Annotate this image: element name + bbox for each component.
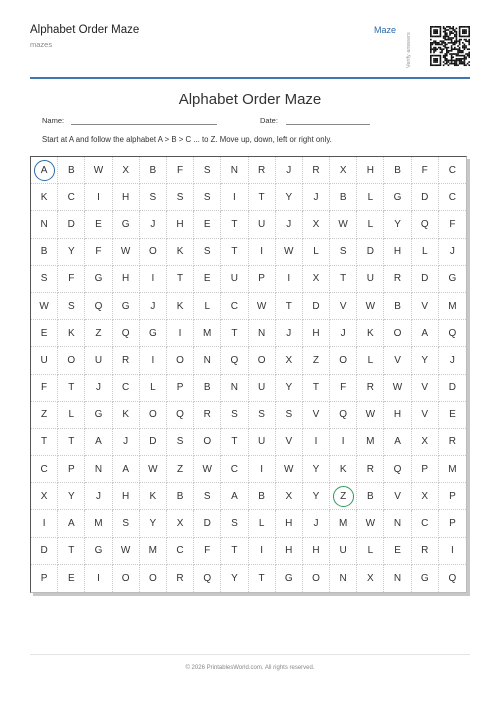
maze-cell[interactable]: W	[384, 375, 411, 402]
maze-cell[interactable]: Z	[303, 347, 330, 374]
maze-cell[interactable]: D	[439, 375, 466, 402]
maze-cell[interactable]: B	[140, 157, 167, 184]
maze-cell[interactable]: P	[249, 266, 276, 293]
maze-cell[interactable]: S	[167, 429, 194, 456]
maze-cell[interactable]: U	[31, 347, 58, 374]
maze-cell[interactable]: J	[140, 293, 167, 320]
maze-cell[interactable]: H	[113, 184, 140, 211]
maze-cell[interactable]: W	[194, 456, 221, 483]
maze-cell[interactable]: D	[58, 211, 85, 238]
maze-cell[interactable]: G	[113, 211, 140, 238]
maze-cell[interactable]: X	[412, 483, 439, 510]
maze-cell[interactable]: L	[194, 293, 221, 320]
maze-cell[interactable]: B	[194, 375, 221, 402]
maze-cell[interactable]: Y	[58, 483, 85, 510]
maze-cell[interactable]: V	[412, 375, 439, 402]
maze-cell[interactable]: T	[221, 211, 248, 238]
maze-cell[interactable]: M	[357, 429, 384, 456]
footer-divider	[30, 654, 470, 655]
maze-cell[interactable]: O	[58, 347, 85, 374]
maze-cell[interactable]: D	[194, 510, 221, 537]
maze-cell[interactable]: E	[384, 538, 411, 565]
maze-cell[interactable]: G	[85, 402, 112, 429]
maze-cell[interactable]: B	[330, 184, 357, 211]
maze-cell[interactable]: J	[439, 347, 466, 374]
maze-cell[interactable]: M	[140, 538, 167, 565]
maze-cell[interactable]: U	[221, 266, 248, 293]
maze-cell[interactable]: S	[140, 184, 167, 211]
worksheet-title: Alphabet Order Maze	[178, 91, 322, 108]
maze-cell[interactable]: X	[330, 157, 357, 184]
maze-cell[interactable]: J	[330, 320, 357, 347]
maze-cell[interactable]: G	[276, 565, 303, 592]
maze-cell[interactable]: R	[113, 347, 140, 374]
maze-cell[interactable]: S	[276, 402, 303, 429]
category-link[interactable]: Maze	[373, 25, 396, 35]
maze-cell[interactable]: F	[330, 375, 357, 402]
maze-cell[interactable]: I	[330, 429, 357, 456]
maze-cell[interactable]: H	[276, 538, 303, 565]
header-divider	[30, 77, 470, 79]
maze-cell[interactable]: K	[58, 320, 85, 347]
maze-cell[interactable]: S	[31, 266, 58, 293]
maze-cell[interactable]: I	[249, 456, 276, 483]
maze-cell[interactable]: I	[303, 429, 330, 456]
maze-cell[interactable]: X	[113, 157, 140, 184]
maze-cell[interactable]: N	[221, 157, 248, 184]
maze-cell[interactable]: O	[140, 239, 167, 266]
maze-cell[interactable]: H	[276, 510, 303, 537]
maze-cell[interactable]: Y	[303, 456, 330, 483]
maze-cell[interactable]: Q	[330, 402, 357, 429]
maze-cell[interactable]: I	[249, 239, 276, 266]
maze-cell[interactable]: W	[357, 402, 384, 429]
maze-cell[interactable]: K	[167, 293, 194, 320]
maze-cell[interactable]: S	[194, 157, 221, 184]
maze-cell[interactable]: Y	[303, 483, 330, 510]
maze-cell[interactable]: P	[167, 375, 194, 402]
maze-cell[interactable]: O	[249, 347, 276, 374]
maze-cell[interactable]: I	[249, 538, 276, 565]
maze-cell[interactable]: F	[58, 266, 85, 293]
name-field[interactable]	[71, 124, 217, 125]
maze-cell[interactable]: F	[439, 211, 466, 238]
maze-cell[interactable]: O	[384, 320, 411, 347]
maze-cell[interactable]: J	[276, 211, 303, 238]
maze-cell[interactable]: D	[357, 239, 384, 266]
footer-copyright: © 2026 PrintablesWorld.com. All rights reserved.	[185, 665, 315, 671]
maze-cell[interactable]: C	[412, 510, 439, 537]
maze-cell[interactable]: M	[85, 510, 112, 537]
maze-cell[interactable]: U	[249, 211, 276, 238]
maze-cell[interactable]: T	[167, 266, 194, 293]
maze-cell[interactable]: X	[303, 211, 330, 238]
maze-cell[interactable]: T	[276, 293, 303, 320]
maze-cell[interactable]: L	[357, 347, 384, 374]
maze-cell[interactable]: K	[167, 239, 194, 266]
maze-cell[interactable]: D	[412, 266, 439, 293]
maze-cell[interactable]: J	[276, 320, 303, 347]
maze-cell[interactable]: E	[439, 402, 466, 429]
instructions: Start at A and follow the alphabet A > B > C ... to Z. Move up, down, left or right only.	[42, 135, 332, 144]
maze-cell[interactable]: U	[330, 538, 357, 565]
maze-cell[interactable]: D	[31, 538, 58, 565]
maze-cell[interactable]: X	[167, 510, 194, 537]
maze-cell[interactable]: R	[439, 429, 466, 456]
maze-cell[interactable]: L	[249, 510, 276, 537]
maze-cell[interactable]: X	[276, 347, 303, 374]
maze-cell[interactable]: R	[249, 157, 276, 184]
maze-cell[interactable]: E	[58, 565, 85, 592]
maze-cell[interactable]: D	[140, 429, 167, 456]
maze-cell[interactable]: I	[85, 184, 112, 211]
maze-cell[interactable]: H	[113, 483, 140, 510]
maze-cell[interactable]: C	[439, 184, 466, 211]
maze-cell[interactable]: L	[357, 211, 384, 238]
maze-cell[interactable]: H	[357, 157, 384, 184]
maze-cell[interactable]: Y	[412, 347, 439, 374]
maze-cell[interactable]: C	[221, 293, 248, 320]
maze-cell[interactable]: H	[167, 211, 194, 238]
maze-cell[interactable]: P	[58, 456, 85, 483]
maze-cell[interactable]: N	[384, 510, 411, 537]
verify-answers-label: Verify answers	[406, 32, 412, 68]
maze-cell[interactable]: G	[412, 565, 439, 592]
maze-cell[interactable]: G	[85, 538, 112, 565]
maze-cell[interactable]: S	[194, 184, 221, 211]
maze-cell[interactable]: O	[140, 565, 167, 592]
maze-cell[interactable]: N	[194, 347, 221, 374]
maze-cell[interactable]: J	[303, 184, 330, 211]
maze-cell[interactable]: S	[194, 239, 221, 266]
maze-cell[interactable]: E	[194, 266, 221, 293]
maze-cell[interactable]: H	[303, 538, 330, 565]
maze-cell[interactable]: I	[167, 320, 194, 347]
maze-cell[interactable]: R	[412, 538, 439, 565]
maze-cell[interactable]: A	[384, 429, 411, 456]
maze-cell[interactable]: H	[113, 266, 140, 293]
maze-cell[interactable]: W	[85, 157, 112, 184]
maze-cell[interactable]: W	[113, 538, 140, 565]
maze-cell[interactable]: O	[330, 347, 357, 374]
maze-cell[interactable]: J	[439, 239, 466, 266]
maze-cell[interactable]: S	[249, 402, 276, 429]
date-label: Date:	[260, 116, 278, 125]
maze-cell[interactable]: V	[412, 402, 439, 429]
maze-cell[interactable]: I	[140, 347, 167, 374]
maze-cell[interactable]: B	[357, 483, 384, 510]
maze-cell[interactable]: U	[357, 266, 384, 293]
maze-cell[interactable]: N	[31, 211, 58, 238]
maze-cell[interactable]: Y	[276, 184, 303, 211]
maze-cell[interactable]: I	[276, 266, 303, 293]
maze-cell[interactable]: B	[58, 157, 85, 184]
qr-code-icon[interactable]	[430, 18, 470, 74]
maze-cell[interactable]: R	[167, 565, 194, 592]
maze-cell[interactable]: W	[249, 293, 276, 320]
maze-cell[interactable]: P	[439, 510, 466, 537]
maze-cell[interactable]: M	[439, 456, 466, 483]
maze-cell[interactable]: J	[85, 375, 112, 402]
maze-cell[interactable]: J	[113, 429, 140, 456]
maze-cell[interactable]: V	[384, 347, 411, 374]
maze-cell[interactable]: C	[439, 157, 466, 184]
maze-cell[interactable]: H	[384, 239, 411, 266]
maze-cell[interactable]: E	[85, 211, 112, 238]
maze-cell[interactable]: G	[113, 293, 140, 320]
maze-cell[interactable]: G	[439, 266, 466, 293]
maze-cell[interactable]: B	[384, 293, 411, 320]
maze-cell[interactable]: P	[412, 456, 439, 483]
maze-cell[interactable]: X	[276, 483, 303, 510]
maze-cell[interactable]: L	[357, 538, 384, 565]
maze-cell[interactable]: Y	[140, 510, 167, 537]
maze-cell[interactable]: L	[357, 184, 384, 211]
maze-cell[interactable]: Q	[448, 572, 457, 584]
maze-cell[interactable]: B	[167, 483, 194, 510]
maze-cell[interactable]: Y	[58, 239, 85, 266]
maze-cell[interactable]: Y	[384, 211, 411, 238]
maze-cell[interactable]: S	[58, 293, 85, 320]
maze-cell[interactable]: C	[113, 375, 140, 402]
maze-cell[interactable]: P	[439, 483, 466, 510]
maze-cell[interactable]: O	[113, 565, 140, 592]
maze-cell[interactable]: S	[221, 402, 248, 429]
maze-cell[interactable]: A	[412, 320, 439, 347]
maze-cell[interactable]: I	[31, 510, 58, 537]
maze-cell[interactable]: U	[249, 375, 276, 402]
maze-cell[interactable]: B	[31, 239, 58, 266]
maze-cell[interactable]: L	[412, 239, 439, 266]
maze-cell[interactable]: G	[85, 266, 112, 293]
maze-cell[interactable]: T	[330, 266, 357, 293]
maze-cell[interactable]: N	[249, 320, 276, 347]
maze-cell[interactable]: T	[249, 565, 276, 592]
maze-cell[interactable]: F	[167, 157, 194, 184]
maze-cell[interactable]: C	[221, 456, 248, 483]
maze-cell[interactable]: R	[194, 402, 221, 429]
maze-cell[interactable]: Z	[85, 320, 112, 347]
maze-cell[interactable]: A	[221, 483, 248, 510]
maze-cell[interactable]: X	[357, 565, 384, 592]
maze-cell[interactable]: R	[384, 266, 411, 293]
maze-cell[interactable]: T	[221, 538, 248, 565]
maze-cell[interactable]: E	[194, 211, 221, 238]
maze-cell[interactable]: J	[85, 483, 112, 510]
end-marker	[333, 486, 354, 507]
maze-cell[interactable]: Z	[330, 483, 357, 510]
maze-cell[interactable]: V	[412, 293, 439, 320]
name-label: Name:	[42, 116, 65, 125]
maze-cell[interactable]: Q	[412, 211, 439, 238]
maze-cell[interactable]: V	[303, 402, 330, 429]
maze-cell[interactable]: G	[140, 320, 167, 347]
maze-cell[interactable]: M	[194, 320, 221, 347]
maze-cell[interactable]: F	[412, 157, 439, 184]
maze-cell[interactable]: S	[330, 239, 357, 266]
maze-grid	[30, 156, 467, 593]
maze-cell[interactable]: M	[439, 293, 466, 320]
maze-cell[interactable]: Z	[31, 402, 58, 429]
maze-cell[interactable]: Q	[384, 456, 411, 483]
maze-cell[interactable]: C	[31, 456, 58, 483]
maze-cell[interactable]: C	[58, 184, 85, 211]
maze-cell[interactable]: I	[85, 565, 112, 592]
maze-cell[interactable]: W	[140, 456, 167, 483]
maze-cell[interactable]: I	[140, 266, 167, 293]
maze-cell[interactable]: N	[221, 375, 248, 402]
maze-cell[interactable]: K	[31, 184, 58, 211]
maze-cell[interactable]: J	[276, 157, 303, 184]
maze-cell[interactable]: K	[140, 483, 167, 510]
maze-cell[interactable]: S	[221, 510, 248, 537]
date-field[interactable]	[286, 124, 370, 125]
maze-cell[interactable]: Q	[85, 293, 112, 320]
maze-cell[interactable]: O	[303, 565, 330, 592]
maze-cell[interactable]: J	[140, 211, 167, 238]
maze-cell[interactable]: Q	[439, 320, 466, 347]
maze-cell[interactable]: N	[85, 456, 112, 483]
maze-cell[interactable]: W	[276, 239, 303, 266]
maze-cell[interactable]: X	[303, 266, 330, 293]
maze-cell[interactable]: R	[303, 157, 330, 184]
maze-cell[interactable]: H	[384, 402, 411, 429]
maze-cell[interactable]: Q	[221, 347, 248, 374]
maze-cell[interactable]: A	[85, 429, 112, 456]
maze-cell[interactable]: W	[276, 456, 303, 483]
maze-cell[interactable]: Q	[167, 402, 194, 429]
maze-cell[interactable]: D	[303, 293, 330, 320]
maze-cell[interactable]: G	[384, 184, 411, 211]
maze-cell[interactable]: T	[303, 375, 330, 402]
maze-cell[interactable]: S	[113, 510, 140, 537]
maze-cell[interactable]: V	[384, 483, 411, 510]
maze-cell[interactable]: Y	[276, 375, 303, 402]
maze-cell[interactable]: E	[31, 320, 58, 347]
maze-cell[interactable]: T	[31, 429, 58, 456]
maze-cell[interactable]: A	[113, 456, 140, 483]
maze-cell[interactable]: T	[221, 320, 248, 347]
maze-cell[interactable]: Q	[194, 565, 221, 592]
maze-cell[interactable]: T	[221, 239, 248, 266]
maze-cell[interactable]: I	[221, 184, 248, 211]
maze-cell[interactable]: R	[357, 456, 384, 483]
maze-cell[interactable]: F	[85, 239, 112, 266]
maze-cell[interactable]: R	[357, 375, 384, 402]
header-title: Alphabet Order Maze	[30, 24, 140, 36]
maze-cell[interactable]: X	[412, 429, 439, 456]
maze-cell[interactable]: T	[249, 184, 276, 211]
maze-cell[interactable]: W	[357, 510, 384, 537]
maze-cell[interactable]: U	[249, 429, 276, 456]
maze-cell[interactable]: N	[384, 565, 411, 592]
maze-cell[interactable]: X	[31, 483, 58, 510]
maze-cell[interactable]: S	[167, 184, 194, 211]
maze-cell[interactable]: B	[384, 157, 411, 184]
maze-cell[interactable]: U	[85, 347, 112, 374]
maze-cell[interactable]: L	[303, 239, 330, 266]
maze-cell[interactable]: T	[58, 538, 85, 565]
maze-cell[interactable]: L	[58, 402, 85, 429]
maze-cell[interactable]: T	[221, 429, 248, 456]
maze-cell[interactable]: P	[31, 565, 58, 592]
maze-cell[interactable]: A	[58, 510, 85, 537]
maze-cell[interactable]: K	[357, 320, 384, 347]
maze-cell[interactable]: S	[194, 483, 221, 510]
maze-cell[interactable]: O	[167, 347, 194, 374]
maze-cell[interactable]: O	[140, 402, 167, 429]
maze-cell[interactable]: W	[330, 211, 357, 238]
maze-cell[interactable]: I	[439, 538, 466, 565]
maze-cell[interactable]: K	[330, 456, 357, 483]
page-header	[30, 22, 470, 76]
maze-cell[interactable]: T	[58, 375, 85, 402]
maze-cell[interactable]: T	[58, 429, 85, 456]
maze-cell[interactable]: W	[113, 239, 140, 266]
maze-cell[interactable]: Z	[167, 456, 194, 483]
maze-cell[interactable]: M	[330, 510, 357, 537]
maze-cell[interactable]: Y	[221, 565, 248, 592]
header-subtitle: mazes	[30, 40, 53, 49]
maze-cell[interactable]: D	[412, 184, 439, 211]
maze-cell[interactable]: V	[276, 429, 303, 456]
maze-cell[interactable]: A	[31, 157, 58, 184]
maze-cell[interactable]: B	[249, 483, 276, 510]
maze-cell[interactable]: H	[303, 320, 330, 347]
maze-cell[interactable]: Q	[113, 320, 140, 347]
maze-cell[interactable]: W	[357, 293, 384, 320]
maze-cell[interactable]: L	[140, 375, 167, 402]
maze-cell[interactable]: W	[31, 293, 58, 320]
maze-cell[interactable]: J	[303, 510, 330, 537]
maze-cell[interactable]: N	[330, 565, 357, 592]
maze-cell[interactable]: O	[194, 429, 221, 456]
start-marker	[34, 160, 55, 181]
maze-cell[interactable]: K	[113, 402, 140, 429]
maze-cell[interactable]: F	[31, 375, 58, 402]
maze-cell[interactable]: V	[330, 293, 357, 320]
maze-cell[interactable]: C	[167, 538, 194, 565]
maze-cell[interactable]: F	[194, 538, 221, 565]
